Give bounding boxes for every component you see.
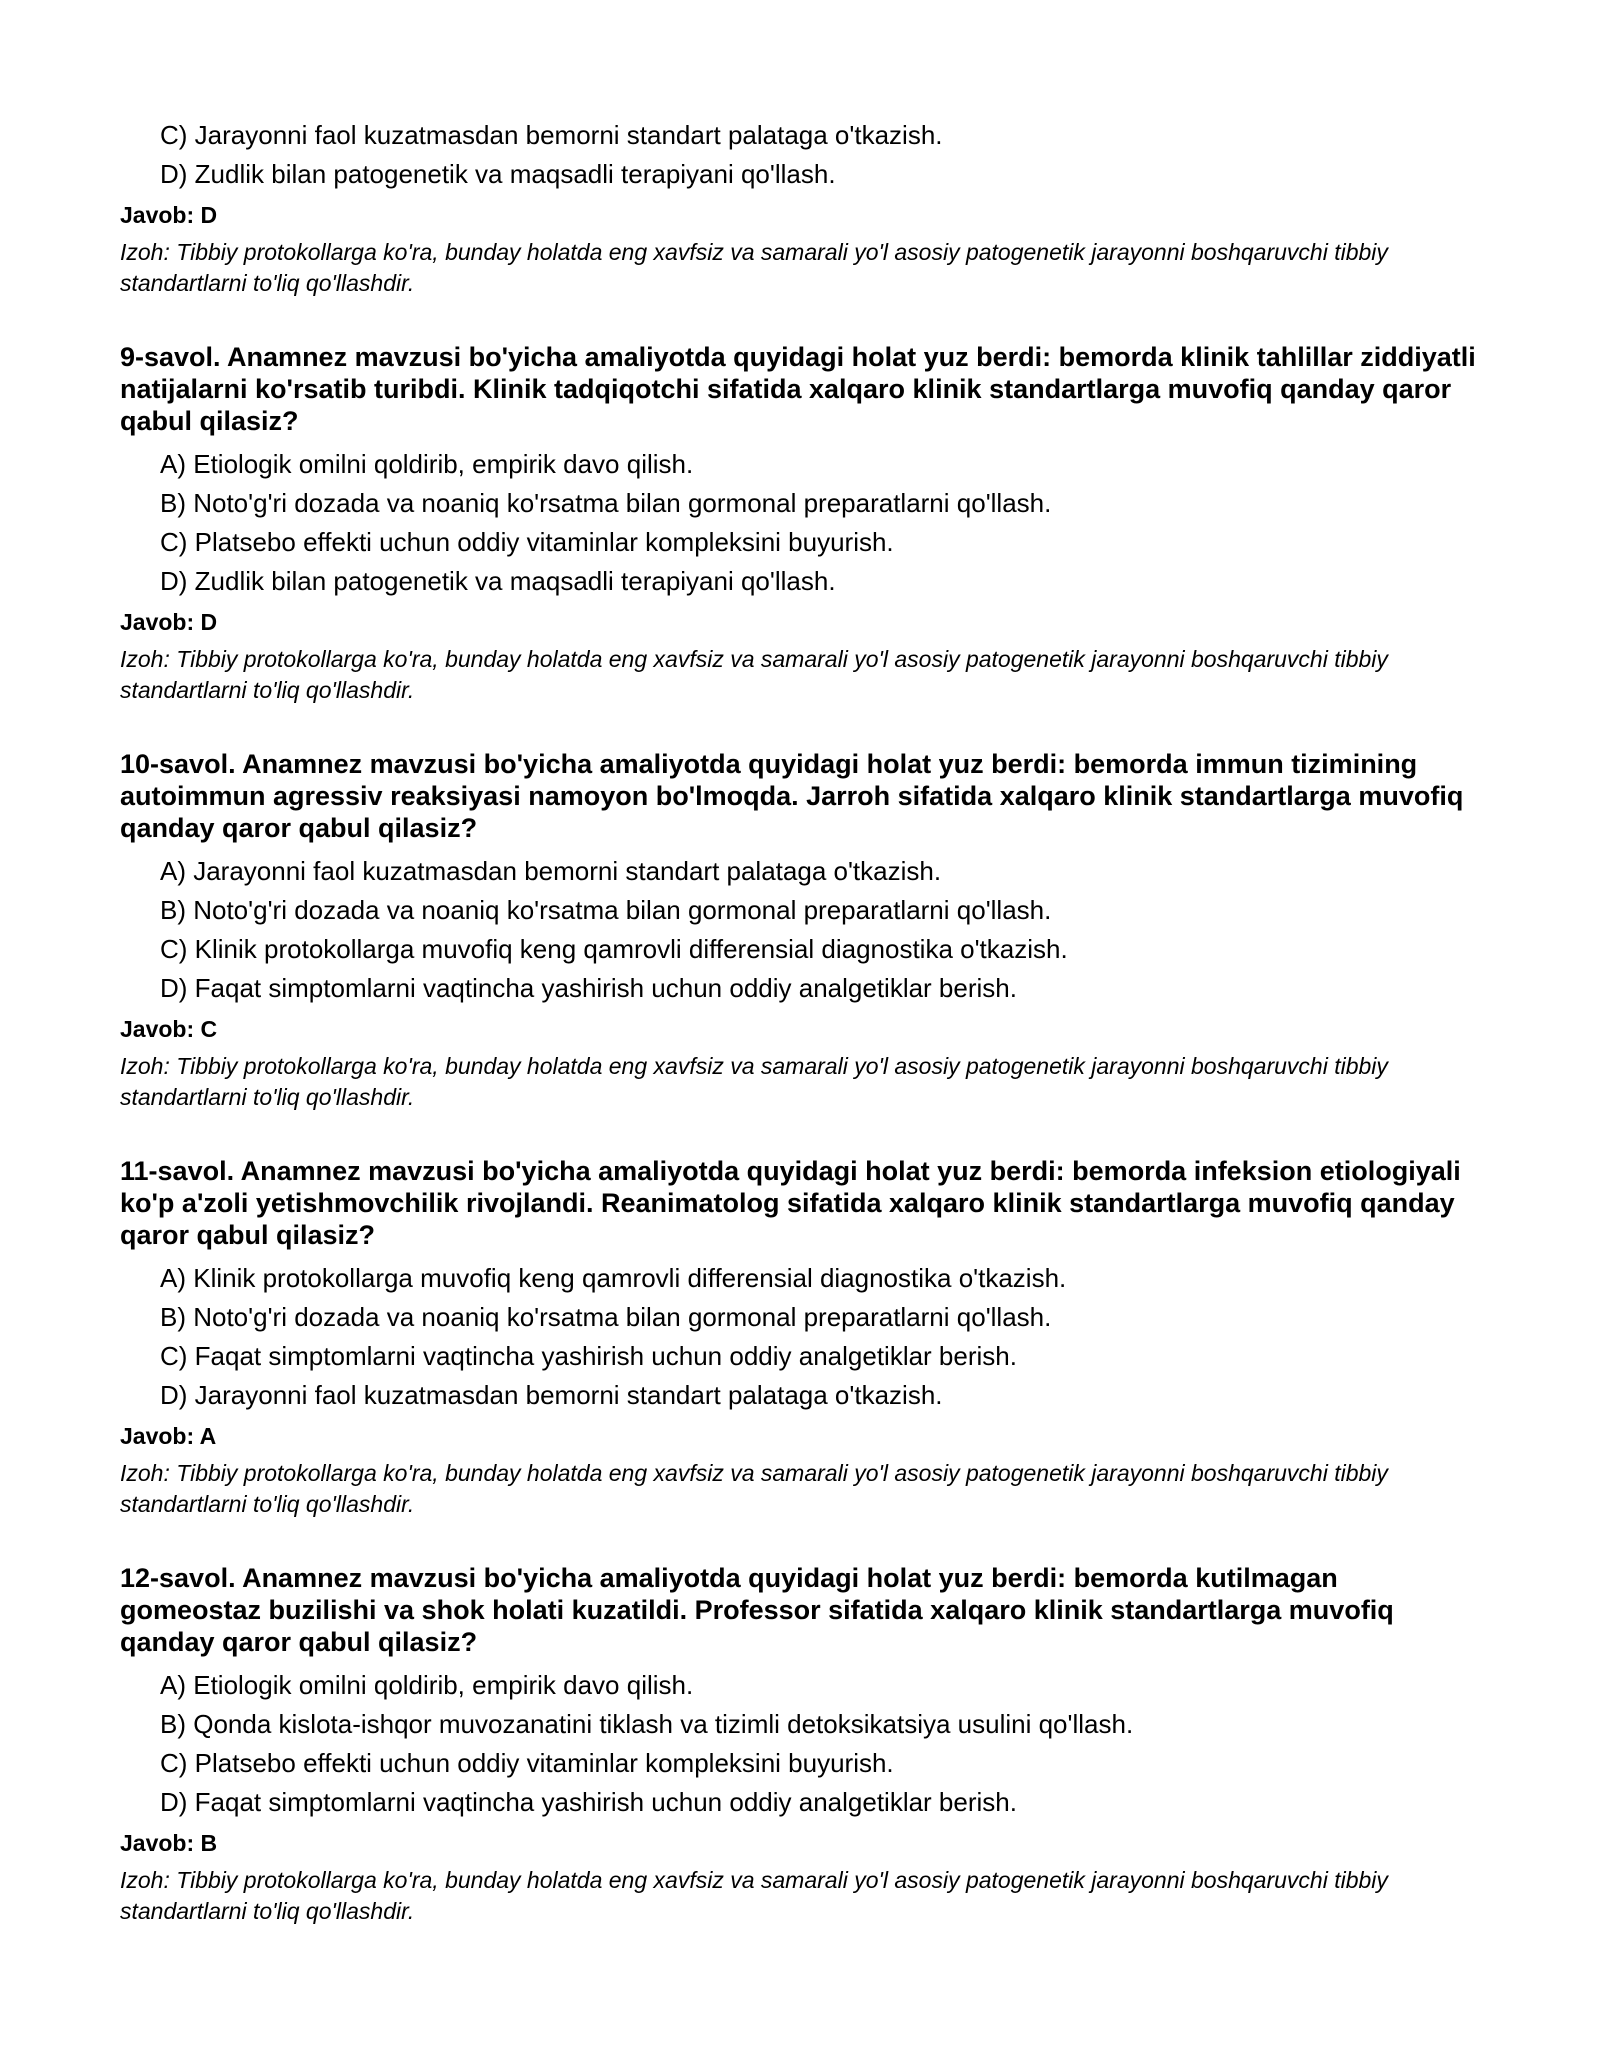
- option-a: A) Etiologik omilni qoldirib, empirik davo qilish.: [160, 449, 694, 479]
- answer-label: Javob: D: [120, 202, 218, 228]
- question-12: [120, 1562, 1480, 1927]
- option-d: D) Faqat simptomlarni vaqtincha yashirish uchun oddiy analgetiklar berish.: [160, 973, 1017, 1003]
- explanation-note: Izoh: Tibbiy protokollarga ko'ra, bunday holatda eng xavfsiz va samarali yo'l asosiy patogenetik jarayonni boshqaruvchi tibbiy standartlarni to'liq qo'llashdir.: [120, 1460, 1388, 1517]
- explanation-note: Izoh: Tibbiy protokollarga ko'ra, bunday holatda eng xavfsiz va samarali yo'l asosiy patogenetik jarayonni boshqaruvchi tibbiy standartlarni to'liq qo'llashdir.: [120, 239, 1388, 296]
- answer-label: Javob: C: [120, 1016, 218, 1042]
- option-d: D) Zudlik bilan patogenetik va maqsadli terapiyani qo'llash.: [160, 566, 836, 596]
- question-title: 12-savol. Anamnez mavzusi bo'yicha amaliyotda quyidagi holat yuz berdi: bemorda kutilmagan gomeostaz buzilishi va shok holati kuzatildi. Professor sifatida xalqaro klinik standartlarga muvofiq qanday qaror qabul qilasiz?: [120, 1563, 1394, 1657]
- option-c: C) Faqat simptomlarni vaqtincha yashirish uchun oddiy analgetiklar berish.: [160, 1341, 1017, 1371]
- option-a: A) Klinik protokollarga muvofiq keng qamrovli differensial diagnostika o'tkazish.: [160, 1263, 1067, 1293]
- option-d: D) Zudlik bilan patogenetik va maqsadli terapiyani qo'llash.: [160, 159, 836, 189]
- option-c: C) Klinik protokollarga muvofiq keng qamrovli differensial diagnostika o'tkazish.: [160, 934, 1068, 964]
- answer-label: Javob: B: [120, 1830, 218, 1856]
- option-a: A) Jarayonni faol kuzatmasdan bemorni standart palataga o'tkazish.: [160, 856, 942, 886]
- explanation-note: Izoh: Tibbiy protokollarga ko'ra, bunday holatda eng xavfsiz va samarali yo'l asosiy patogenetik jarayonni boshqaruvchi tibbiy standartlarni to'liq qo'llashdir.: [120, 646, 1388, 703]
- question-title: 11-savol. Anamnez mavzusi bo'yicha amaliyotda quyidagi holat yuz berdi: bemorda infeksion etiologiyali ko'p a'zoli yetishmovchilik rivojlandi. Reanimatolog sifatida xalqaro klinik standartlarga muvofiq qanday qaror qabul qilasiz?: [120, 1156, 1461, 1250]
- question-11: [120, 1155, 1480, 1520]
- option-c: C) Jarayonni faol kuzatmasdan bemorni standart palataga o'tkazish.: [160, 120, 943, 150]
- question-10: [120, 748, 1480, 1113]
- option-d: D) Jarayonni faol kuzatmasdan bemorni standart palataga o'tkazish.: [160, 1380, 943, 1410]
- option-b: B) Qonda kislota-ishqor muvozanatini tiklash va tizimli detoksikatsiya usulini qo'llash.: [160, 1709, 1134, 1739]
- question-9: [120, 341, 1480, 706]
- option-b: B) Noto'g'ri dozada va noaniq ko'rsatma bilan gormonal preparatlarni qo'llash.: [160, 488, 1052, 518]
- explanation-note: Izoh: Tibbiy protokollarga ko'ra, bunday holatda eng xavfsiz va samarali yo'l asosiy patogenetik jarayonni boshqaruvchi tibbiy standartlarni to'liq qo'llashdir.: [120, 1867, 1388, 1924]
- answer-label: Javob: A: [120, 1423, 217, 1449]
- explanation-note: Izoh: Tibbiy protokollarga ko'ra, bunday holatda eng xavfsiz va samarali yo'l asosiy patogenetik jarayonni boshqaruvchi tibbiy standartlarni to'liq qo'llashdir.: [120, 1053, 1388, 1110]
- document-page: [120, 120, 1480, 1927]
- option-c: C) Platsebo effekti uchun oddiy vitaminlar kompleksini buyurish.: [160, 527, 894, 557]
- question-title: 9-savol. Anamnez mavzusi bo'yicha amaliyotda quyidagi holat yuz berdi: bemorda klinik tahlillar ziddiyatli natijalarni ko'rsatib turibdi. Klinik tadqiqotchi sifatida xalqaro klinik standartlarga muvofiq qanday qaror qabul qilasiz?: [120, 342, 1476, 436]
- option-a: A) Etiologik omilni qoldirib, empirik davo qilish.: [160, 1670, 694, 1700]
- option-b: B) Noto'g'ri dozada va noaniq ko'rsatma bilan gormonal preparatlarni qo'llash.: [160, 1302, 1052, 1332]
- option-b: B) Noto'g'ri dozada va noaniq ko'rsatma bilan gormonal preparatlarni qo'llash.: [160, 895, 1052, 925]
- question-8-continuation: [120, 120, 1480, 299]
- option-d: D) Faqat simptomlarni vaqtincha yashirish uchun oddiy analgetiklar berish.: [160, 1787, 1017, 1817]
- question-title: 10-savol. Anamnez mavzusi bo'yicha amaliyotda quyidagi holat yuz berdi: bemorda immun tizimining autoimmun agressiv reaksiyasi namoyon bo'lmoqda. Jarroh sifatida xalqaro klinik standartlarga muvofiq qanday qaror qabul qilasiz?: [120, 749, 1464, 843]
- option-c: C) Platsebo effekti uchun oddiy vitaminlar kompleksini buyurish.: [160, 1748, 894, 1778]
- answer-label: Javob: D: [120, 609, 218, 635]
